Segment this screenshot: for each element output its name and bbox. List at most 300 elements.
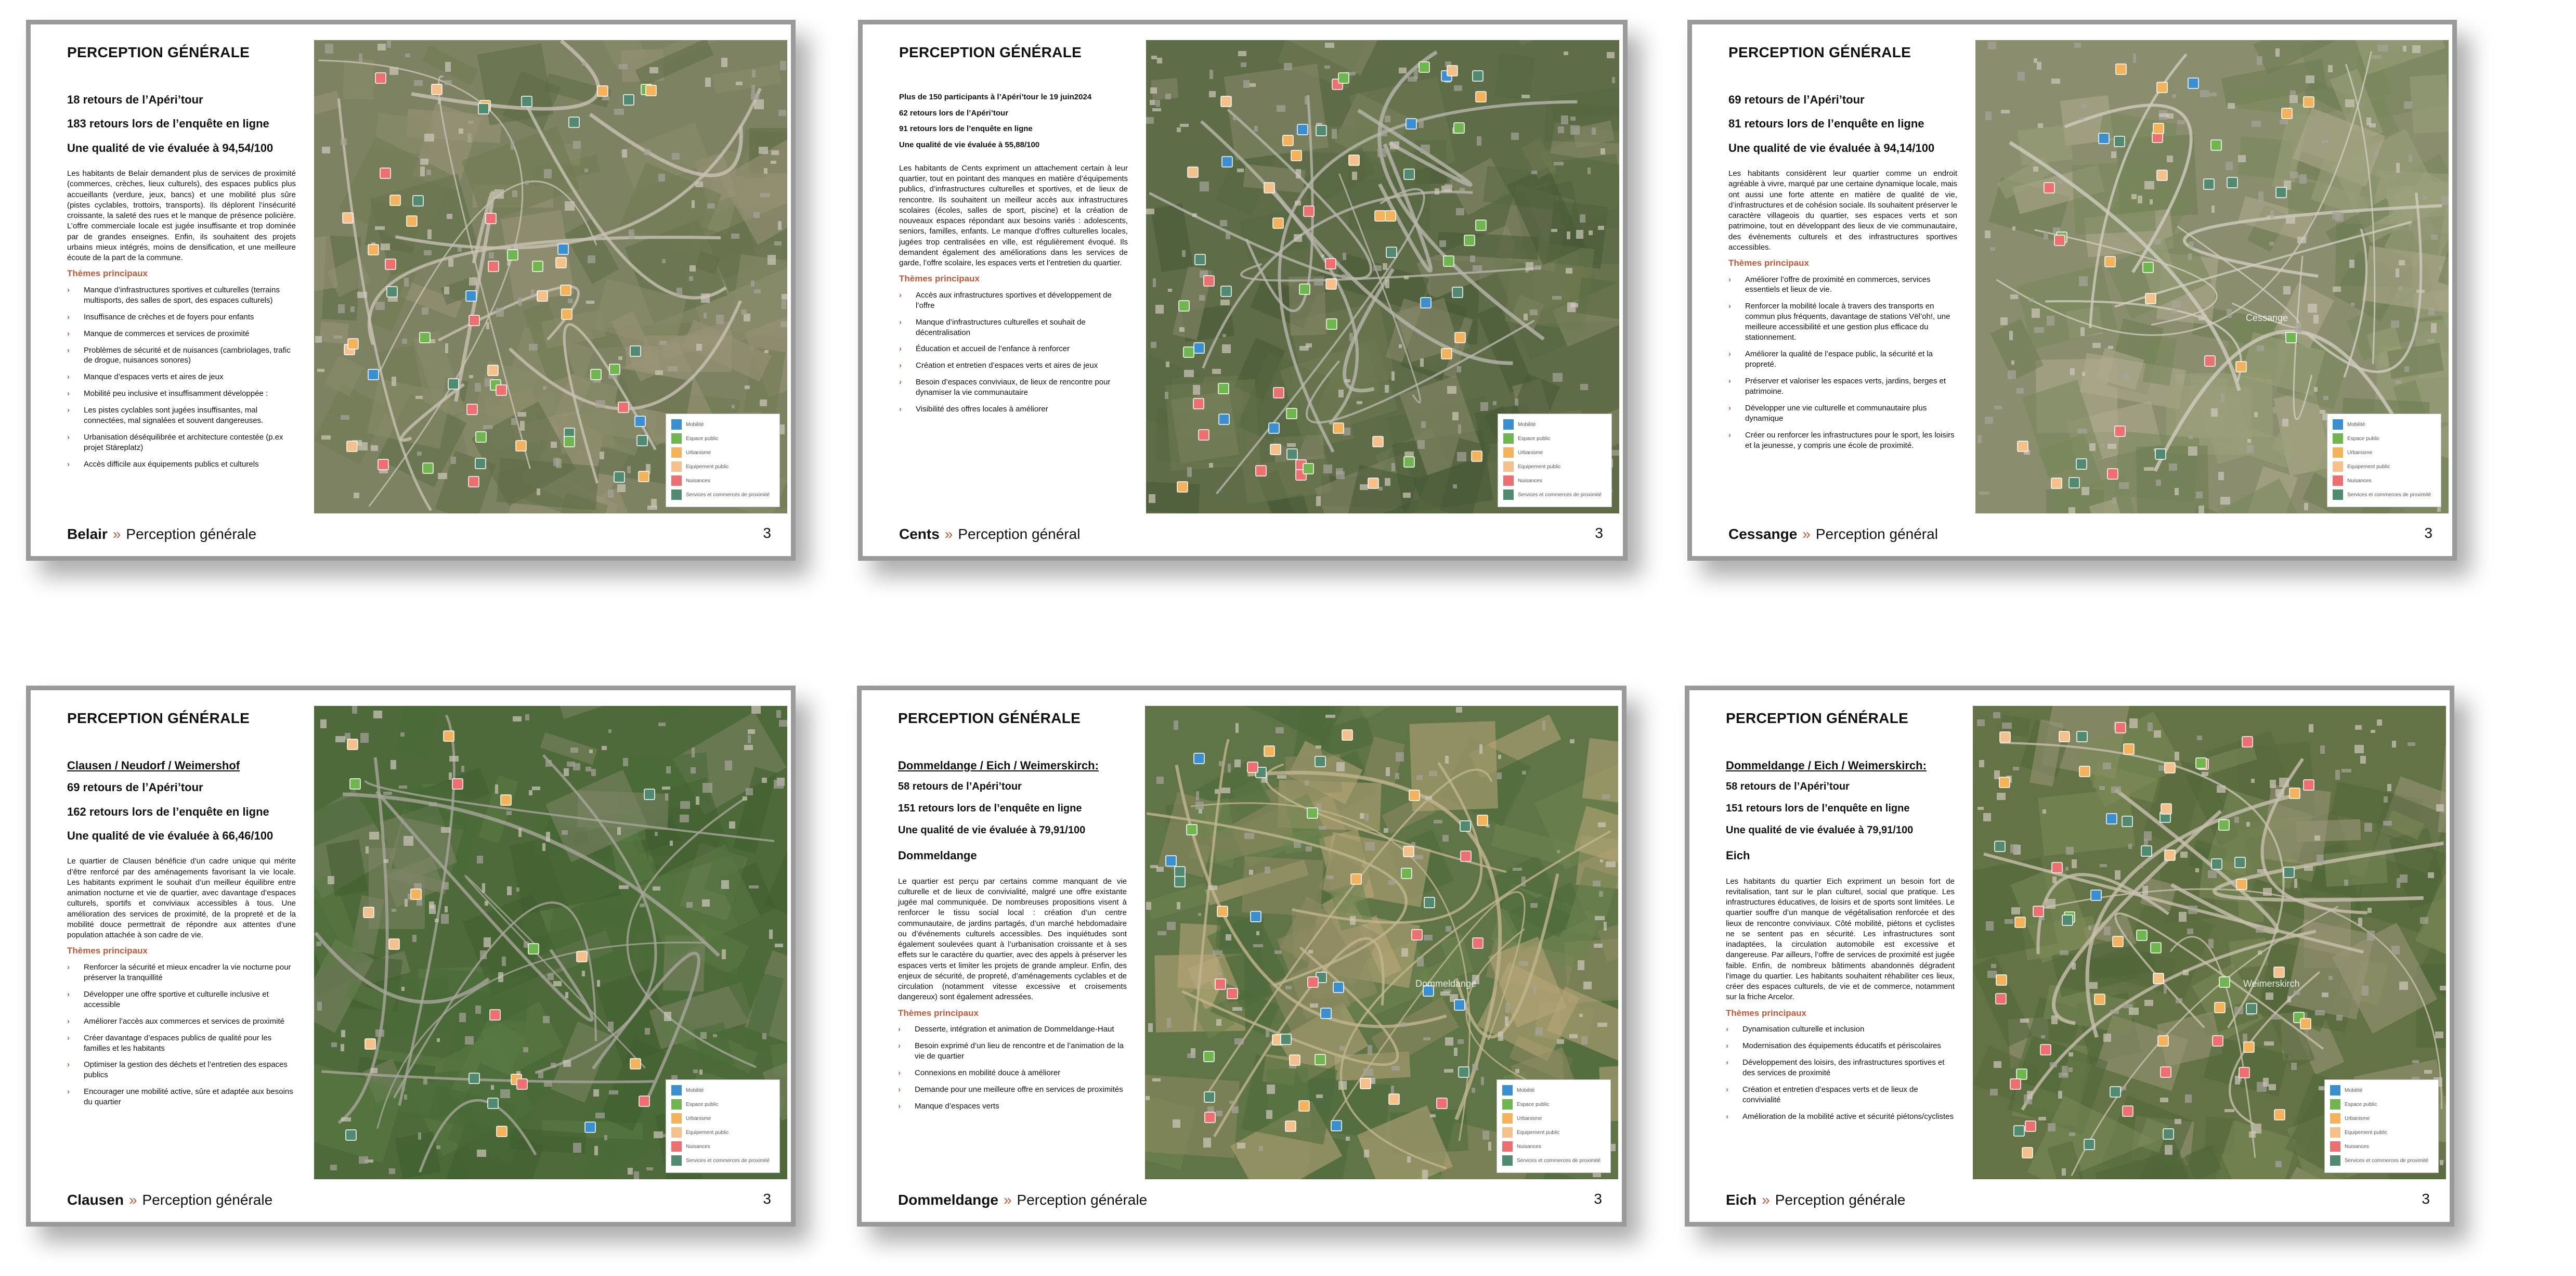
feedback-marker[interactable] xyxy=(1386,247,1397,257)
feedback-marker[interactable] xyxy=(1404,457,1414,467)
feedback-marker[interactable] xyxy=(2282,108,2292,119)
feedback-marker[interactable] xyxy=(2155,449,2166,459)
feedback-marker[interactable] xyxy=(347,441,357,452)
legend-swatch-icon xyxy=(1502,1141,1513,1152)
feedback-marker[interactable] xyxy=(1459,1067,1469,1077)
feedback-marker[interactable] xyxy=(2018,441,2028,452)
feedback-marker[interactable] xyxy=(1460,821,1471,831)
feedback-marker[interactable] xyxy=(1218,383,1229,394)
feedback-marker[interactable] xyxy=(577,951,587,962)
feedback-marker[interactable] xyxy=(1472,451,1482,461)
feedback-marker[interactable] xyxy=(1219,414,1229,424)
feedback-marker[interactable] xyxy=(1308,977,1318,987)
feedback-marker[interactable] xyxy=(2137,930,2147,940)
feedback-marker[interactable] xyxy=(1175,877,1185,887)
feedback-marker[interactable] xyxy=(2105,256,2115,267)
feedback-marker[interactable] xyxy=(1193,398,1204,409)
feedback-marker[interactable] xyxy=(2227,177,2237,188)
feedback-marker[interactable] xyxy=(2219,977,2230,987)
feedback-marker[interactable] xyxy=(1409,790,1420,801)
feedback-marker[interactable] xyxy=(1286,408,1297,419)
aerial-map[interactable] xyxy=(314,40,787,513)
feedback-marker[interactable] xyxy=(466,291,476,301)
feedback-marker[interactable] xyxy=(2274,967,2284,977)
feedback-marker[interactable] xyxy=(528,944,539,954)
bullet-icon: › xyxy=(67,312,70,321)
feedback-marker[interactable] xyxy=(2051,478,2062,488)
feedback-marker[interactable] xyxy=(556,257,566,268)
feedback-marker[interactable] xyxy=(1273,388,1284,398)
theme-item-text: Besoin d’espaces conviviaux, de lieux de rencontre pour dynamiser la vie communautaire xyxy=(916,378,1111,397)
feedback-marker[interactable] xyxy=(2052,862,2062,873)
feedback-marker[interactable] xyxy=(2161,1067,2171,1077)
legend-swatch-icon xyxy=(1502,1113,1513,1124)
feedback-marker[interactable] xyxy=(2304,780,2314,790)
bullet-icon: › xyxy=(898,1024,901,1034)
feedback-marker[interactable] xyxy=(1473,71,1483,81)
feedback-marker[interactable] xyxy=(2161,804,2171,814)
feedback-marker[interactable] xyxy=(343,213,353,223)
feedback-marker[interactable] xyxy=(614,472,625,482)
feedback-marker[interactable] xyxy=(385,259,396,269)
feedback-marker[interactable] xyxy=(469,476,479,487)
feedback-marker[interactable] xyxy=(1316,125,1326,136)
feedback-marker[interactable] xyxy=(2062,915,2073,925)
feedback-marker[interactable] xyxy=(1199,430,1209,440)
feedback-marker[interactable] xyxy=(569,117,579,127)
feedback-marker[interactable] xyxy=(2014,1126,2024,1136)
feedback-marker[interactable] xyxy=(420,332,430,343)
feedback-marker[interactable] xyxy=(532,261,543,272)
feedback-marker[interactable] xyxy=(2153,973,2164,984)
page-number: 3 xyxy=(1594,1191,1602,1207)
feedback-marker[interactable] xyxy=(2000,732,2010,742)
feedback-marker[interactable] xyxy=(1290,1055,1300,1065)
stat-line: 69 retours de l’Apéri’tour xyxy=(1728,93,1865,106)
feedback-marker[interactable] xyxy=(496,385,506,395)
feedback-marker[interactable] xyxy=(1221,286,1231,297)
feedback-marker[interactable] xyxy=(1325,259,1336,269)
feedback-marker[interactable] xyxy=(2165,763,2175,773)
feedback-marker[interactable] xyxy=(1326,279,1336,289)
feedback-marker[interactable] xyxy=(1403,846,1414,857)
legend-item xyxy=(2333,447,2436,458)
feedback-marker[interactable] xyxy=(475,458,486,469)
feedback-marker[interactable] xyxy=(639,471,649,482)
aerial-map[interactable] xyxy=(314,706,787,1179)
feedback-marker[interactable] xyxy=(597,86,608,96)
feedback-marker[interactable] xyxy=(630,346,641,356)
feedback-marker[interactable] xyxy=(2145,293,2156,304)
feedback-marker[interactable] xyxy=(1307,808,1318,818)
bullet-icon: › xyxy=(67,406,70,415)
feedback-marker[interactable] xyxy=(390,195,400,205)
report-page xyxy=(26,686,796,1227)
aerial-map[interactable] xyxy=(1146,40,1619,513)
feedback-marker[interactable] xyxy=(2213,1036,2223,1046)
feedback-marker[interactable] xyxy=(558,244,568,254)
feedback-marker[interactable] xyxy=(2163,1129,2174,1139)
feedback-marker[interactable] xyxy=(585,1122,595,1132)
feedback-marker[interactable] xyxy=(2015,917,2025,927)
legend-label: Nuisances xyxy=(1517,1143,1541,1150)
feedback-marker[interactable] xyxy=(1373,436,1383,447)
feedback-marker[interactable] xyxy=(368,369,379,380)
feedback-marker[interactable] xyxy=(1401,868,1412,879)
legend-item xyxy=(2330,1113,2433,1124)
feedback-marker[interactable] xyxy=(562,309,572,319)
feedback-marker[interactable] xyxy=(1461,851,1471,861)
feedback-marker[interactable] xyxy=(2107,469,2118,479)
feedback-marker[interactable] xyxy=(1999,777,2010,788)
feedback-marker[interactable] xyxy=(2059,731,2070,742)
feedback-marker[interactable] xyxy=(1287,449,1297,459)
feedback-marker[interactable] xyxy=(2158,1036,2168,1046)
feedback-marker[interactable] xyxy=(444,731,454,741)
feedback-marker[interactable] xyxy=(630,1059,641,1069)
feedback-marker[interactable] xyxy=(2010,1079,2021,1089)
feedback-marker[interactable] xyxy=(1421,298,1431,308)
feedback-marker[interactable] xyxy=(2188,78,2198,88)
feedback-marker[interactable] xyxy=(1204,276,1214,286)
feedback-marker[interactable] xyxy=(1273,218,1283,228)
feedback-marker[interactable] xyxy=(635,416,645,427)
feedback-marker[interactable] xyxy=(380,168,391,178)
feedback-marker[interactable] xyxy=(639,1096,649,1106)
feedback-marker[interactable] xyxy=(516,441,526,451)
aerial-map[interactable] xyxy=(1973,706,2446,1179)
legend-swatch-icon xyxy=(671,475,682,486)
feedback-marker[interactable] xyxy=(2079,766,2090,777)
feedback-marker[interactable] xyxy=(1360,1078,1371,1089)
feedback-marker[interactable] xyxy=(2211,140,2221,150)
feedback-marker[interactable] xyxy=(378,459,388,470)
feedback-marker[interactable] xyxy=(1177,482,1188,492)
feedback-marker[interactable] xyxy=(2044,183,2054,193)
feedback-marker[interactable] xyxy=(1204,1092,1215,1102)
feedback-marker[interactable] xyxy=(432,84,442,95)
feedback-marker[interactable] xyxy=(637,435,647,446)
legend-label: Mobilité xyxy=(1518,421,1536,428)
feedback-marker[interactable] xyxy=(561,285,571,295)
feedback-marker[interactable] xyxy=(490,1010,500,1020)
feedback-marker[interactable] xyxy=(1338,73,1349,83)
feedback-marker[interactable] xyxy=(389,939,399,949)
legend-swatch-icon xyxy=(2330,1155,2340,1166)
theme-item xyxy=(898,1068,1127,1078)
feedback-marker[interactable] xyxy=(2276,187,2286,198)
feedback-marker[interactable] xyxy=(1227,988,1238,999)
legend-item xyxy=(671,489,774,500)
feedback-marker[interactable] xyxy=(1385,211,1396,221)
aerial-map[interactable] xyxy=(1975,40,2449,513)
feedback-marker[interactable] xyxy=(2022,1148,2033,1158)
feedback-marker[interactable] xyxy=(1183,347,1194,357)
feedback-marker[interactable] xyxy=(2151,943,2161,953)
feedback-marker[interactable] xyxy=(2143,262,2153,273)
feedback-marker[interactable] xyxy=(2244,1042,2254,1052)
feedback-marker[interactable] xyxy=(1333,423,1344,433)
feedback-marker[interactable] xyxy=(486,213,496,224)
feedback-marker[interactable] xyxy=(1315,1054,1325,1065)
feedback-marker[interactable] xyxy=(478,104,489,114)
feedback-marker[interactable] xyxy=(2196,758,2206,768)
feedback-marker[interactable] xyxy=(2110,1087,2120,1097)
feedback-marker[interactable] xyxy=(2116,64,2126,74)
feedback-marker[interactable] xyxy=(387,287,397,297)
feedback-marker[interactable] xyxy=(2106,814,2117,824)
feedback-marker[interactable] xyxy=(1264,183,1274,193)
feedback-marker[interactable] xyxy=(347,739,358,750)
feedback-marker[interactable] xyxy=(1476,92,1486,102)
bullet-icon: › xyxy=(67,285,70,294)
theme-item-text: Problèmes de sécurité et de nuisances (cambriolages, trafic de drogue, nuisances sonores) xyxy=(84,345,291,365)
feedback-marker[interactable] xyxy=(488,365,498,376)
feedback-marker[interactable] xyxy=(1437,1098,1447,1109)
feedback-marker[interactable] xyxy=(476,432,486,442)
feedback-marker[interactable] xyxy=(1222,157,1232,167)
feedback-marker[interactable] xyxy=(2300,1019,2311,1029)
feedback-marker[interactable] xyxy=(1342,730,1352,740)
feedback-marker[interactable] xyxy=(1351,874,1361,884)
feedback-marker[interactable] xyxy=(1455,332,1465,343)
feedback-marker[interactable] xyxy=(2211,859,2222,869)
theme-item xyxy=(67,405,296,426)
feedback-marker[interactable] xyxy=(2113,936,2123,947)
feedback-marker[interactable] xyxy=(2304,97,2314,107)
feedback-marker[interactable] xyxy=(452,779,463,789)
feedback-marker[interactable] xyxy=(2286,332,2296,343)
page-footer xyxy=(899,526,1080,543)
footer-location: Eich xyxy=(1726,1192,1757,1208)
feedback-marker[interactable] xyxy=(2122,816,2132,827)
bullet-icon: › xyxy=(67,989,70,999)
feedback-marker[interactable] xyxy=(537,291,548,301)
feedback-marker[interactable] xyxy=(2124,744,2134,754)
feedback-marker[interactable] xyxy=(2153,123,2164,134)
feedback-marker[interactable] xyxy=(1194,343,1204,353)
district-subtitle: Dommeldange / Eich / Weimerskirch: xyxy=(1726,759,1927,772)
feedback-marker[interactable] xyxy=(2076,459,2087,469)
feedback-marker[interactable] xyxy=(1473,938,1483,948)
feedback-marker[interactable] xyxy=(2289,788,2300,798)
feedback-marker[interactable] xyxy=(1412,930,1422,940)
feedback-marker[interactable] xyxy=(1297,124,1308,135)
feedback-marker[interactable] xyxy=(1454,1000,1465,1010)
feedback-marker[interactable] xyxy=(1454,123,1464,133)
stat-line: 58 retours de l’Apéri’tour xyxy=(1726,781,1850,793)
feedback-marker[interactable] xyxy=(1299,284,1310,294)
feedback-marker[interactable] xyxy=(1331,1120,1342,1131)
feedback-marker[interactable] xyxy=(623,95,634,105)
feedback-marker[interactable] xyxy=(2157,170,2167,181)
feedback-marker[interactable] xyxy=(2040,1045,2051,1055)
feedback-marker[interactable] xyxy=(2246,1003,2257,1014)
feedback-marker[interactable] xyxy=(1221,96,1231,107)
feedback-marker[interactable] xyxy=(2115,426,2125,436)
feedback-marker[interactable] xyxy=(1995,841,2005,852)
feedback-marker[interactable] xyxy=(1283,135,1293,146)
feedback-marker[interactable] xyxy=(1477,815,1488,826)
feedback-marker[interactable] xyxy=(1441,349,1452,359)
feedback-marker[interactable] xyxy=(413,196,423,206)
feedback-marker[interactable] xyxy=(2025,1121,2036,1131)
feedback-marker[interactable] xyxy=(2235,857,2245,868)
feedback-marker[interactable] xyxy=(2084,1139,2094,1150)
feedback-marker[interactable] xyxy=(1269,423,1279,433)
feedback-marker[interactable] xyxy=(1996,994,2006,1004)
feedback-marker[interactable] xyxy=(363,907,374,918)
feedback-marker[interactable] xyxy=(1304,206,1314,216)
feedback-marker[interactable] xyxy=(591,369,601,380)
feedback-marker[interactable] xyxy=(1315,756,1325,767)
stat-line: 91 retours lors de l’enquête en ligne xyxy=(899,124,1033,134)
feedback-marker[interactable] xyxy=(1256,466,1266,476)
legend-swatch-icon xyxy=(1503,433,1514,444)
feedback-marker[interactable] xyxy=(467,404,477,415)
legend-swatch-icon xyxy=(2333,475,2343,486)
feedback-marker[interactable] xyxy=(469,315,479,326)
feedback-marker[interactable] xyxy=(2115,723,2126,733)
bullet-icon: › xyxy=(1726,1112,1728,1121)
feedback-marker[interactable] xyxy=(1285,1121,1296,1131)
feedback-marker[interactable] xyxy=(1447,66,1458,76)
feedback-marker[interactable] xyxy=(2157,82,2167,93)
feedback-marker[interactable] xyxy=(1404,169,1414,179)
feedback-marker[interactable] xyxy=(375,73,386,83)
feedback-marker[interactable] xyxy=(2236,362,2246,372)
feedback-marker[interactable] xyxy=(1349,155,1359,165)
feedback-marker[interactable] xyxy=(2204,179,2214,189)
feedback-marker[interactable] xyxy=(2094,994,2105,1004)
feedback-marker[interactable] xyxy=(517,1079,527,1089)
feedback-marker[interactable] xyxy=(368,244,379,255)
feedback-marker[interactable] xyxy=(1464,235,1475,246)
aerial-map[interactable] xyxy=(1145,706,1618,1179)
feedback-marker[interactable] xyxy=(1321,1008,1331,1019)
feedback-marker[interactable] xyxy=(2215,1002,2225,1013)
feedback-marker[interactable] xyxy=(2236,879,2247,890)
feedback-marker[interactable] xyxy=(2239,1067,2249,1078)
feedback-marker[interactable] xyxy=(488,1098,498,1109)
feedback-marker[interactable] xyxy=(1270,444,1281,455)
stat-line: Une qualité de vie évaluée à 94,14/100 xyxy=(1728,141,1935,154)
feedback-marker[interactable] xyxy=(1188,167,1198,177)
feedback-marker[interactable] xyxy=(350,779,360,789)
feedback-marker[interactable] xyxy=(1333,982,1344,993)
feedback-marker[interactable] xyxy=(2077,731,2087,742)
feedback-marker[interactable] xyxy=(1195,254,1205,265)
theme-item-text: Urbanisation déséquilibrée et architecture contestée (p.ex projet Stäreplatz) xyxy=(84,433,283,453)
feedback-marker[interactable] xyxy=(644,789,655,800)
theme-item xyxy=(1726,1112,1955,1122)
feedback-marker[interactable] xyxy=(501,795,511,805)
feedback-marker[interactable] xyxy=(1204,1051,1214,1062)
feedback-marker[interactable] xyxy=(1247,762,1258,772)
feedback-marker[interactable] xyxy=(1194,753,1204,764)
feedback-marker[interactable] xyxy=(1406,119,1416,129)
feedback-marker[interactable] xyxy=(365,1039,375,1049)
feedback-marker[interactable] xyxy=(1175,867,1185,877)
feedback-marker[interactable] xyxy=(1215,979,1226,989)
feedback-marker[interactable] xyxy=(1187,824,1197,835)
feedback-marker[interactable] xyxy=(469,1073,479,1084)
feedback-marker[interactable] xyxy=(2069,478,2079,488)
feedback-marker[interactable] xyxy=(1996,975,2007,985)
feedback-marker[interactable] xyxy=(407,216,417,226)
feedback-marker[interactable] xyxy=(488,261,499,272)
feedback-marker[interactable] xyxy=(522,96,532,107)
feedback-marker[interactable] xyxy=(2016,1069,2027,1079)
legend-swatch-icon xyxy=(671,1085,682,1095)
feedback-marker[interactable] xyxy=(2165,850,2175,860)
feedback-marker[interactable] xyxy=(497,1126,507,1137)
feedback-marker[interactable] xyxy=(1299,1101,1309,1111)
feedback-marker[interactable] xyxy=(1452,287,1463,298)
feedback-marker[interactable] xyxy=(411,889,421,899)
feedback-marker[interactable] xyxy=(348,339,358,349)
feedback-marker[interactable] xyxy=(564,436,575,447)
feedback-marker[interactable] xyxy=(2242,737,2253,747)
feedback-marker[interactable] xyxy=(618,402,629,413)
theme-item-text: Créer ou renforcer les infrastructures pour le sport, les loisirs et la jeunesse, y compris une école de proximité. xyxy=(1745,430,1955,450)
feedback-marker[interactable] xyxy=(346,1130,356,1140)
feedback-marker[interactable] xyxy=(2219,820,2229,830)
legend-swatch-icon xyxy=(2330,1113,2340,1124)
feedback-marker[interactable] xyxy=(1443,256,1454,266)
feedback-marker[interactable] xyxy=(508,250,518,260)
feedback-marker[interactable] xyxy=(646,85,656,96)
feedback-marker[interactable] xyxy=(2141,846,2152,856)
feedback-marker[interactable] xyxy=(2099,133,2109,144)
feedback-marker[interactable] xyxy=(2114,136,2125,147)
feedback-marker[interactable] xyxy=(2054,235,2065,246)
feedback-marker[interactable] xyxy=(1476,220,1486,230)
feedback-marker[interactable] xyxy=(448,379,459,389)
feedback-marker[interactable] xyxy=(2205,356,2215,366)
feedback-marker[interactable] xyxy=(1326,319,1337,329)
stat-line: 151 retours lors de l’enquête en ligne xyxy=(898,802,1082,814)
feedback-marker[interactable] xyxy=(609,364,620,375)
feedback-marker[interactable] xyxy=(1217,906,1228,917)
stat-line: Une qualité de vie évaluée à 79,91/100 xyxy=(898,824,1086,836)
feedback-marker[interactable] xyxy=(1251,911,1261,922)
feedback-marker[interactable] xyxy=(2274,1110,2285,1120)
legend-label: Espace public xyxy=(1517,1101,1550,1107)
feedback-marker[interactable] xyxy=(1281,1034,1291,1045)
feedback-marker[interactable] xyxy=(2123,1106,2133,1116)
feedback-marker[interactable] xyxy=(1419,62,1429,72)
feedback-marker[interactable] xyxy=(2091,890,2101,900)
feedback-marker[interactable] xyxy=(423,463,433,473)
feedback-marker[interactable] xyxy=(1424,897,1435,908)
bullet-icon: › xyxy=(899,317,902,327)
feedback-marker[interactable] xyxy=(1264,746,1274,756)
feedback-marker[interactable] xyxy=(1205,1112,1215,1123)
feedback-marker[interactable] xyxy=(1375,211,1385,221)
feedback-marker[interactable] xyxy=(1389,1094,1399,1104)
feedback-marker[interactable] xyxy=(1303,463,1313,474)
theme-item xyxy=(1726,1058,1955,1078)
feedback-marker[interactable] xyxy=(2033,906,2044,917)
feedback-marker[interactable] xyxy=(1291,150,1302,161)
page-header: PERCEPTION GÉNÉRALE xyxy=(1728,44,1911,60)
bullet-icon: › xyxy=(67,433,70,442)
feedback-marker[interactable] xyxy=(1368,478,1378,488)
feedback-marker[interactable] xyxy=(1166,856,1176,866)
feedback-marker[interactable] xyxy=(2284,867,2294,878)
feedback-marker[interactable] xyxy=(1179,301,1189,311)
